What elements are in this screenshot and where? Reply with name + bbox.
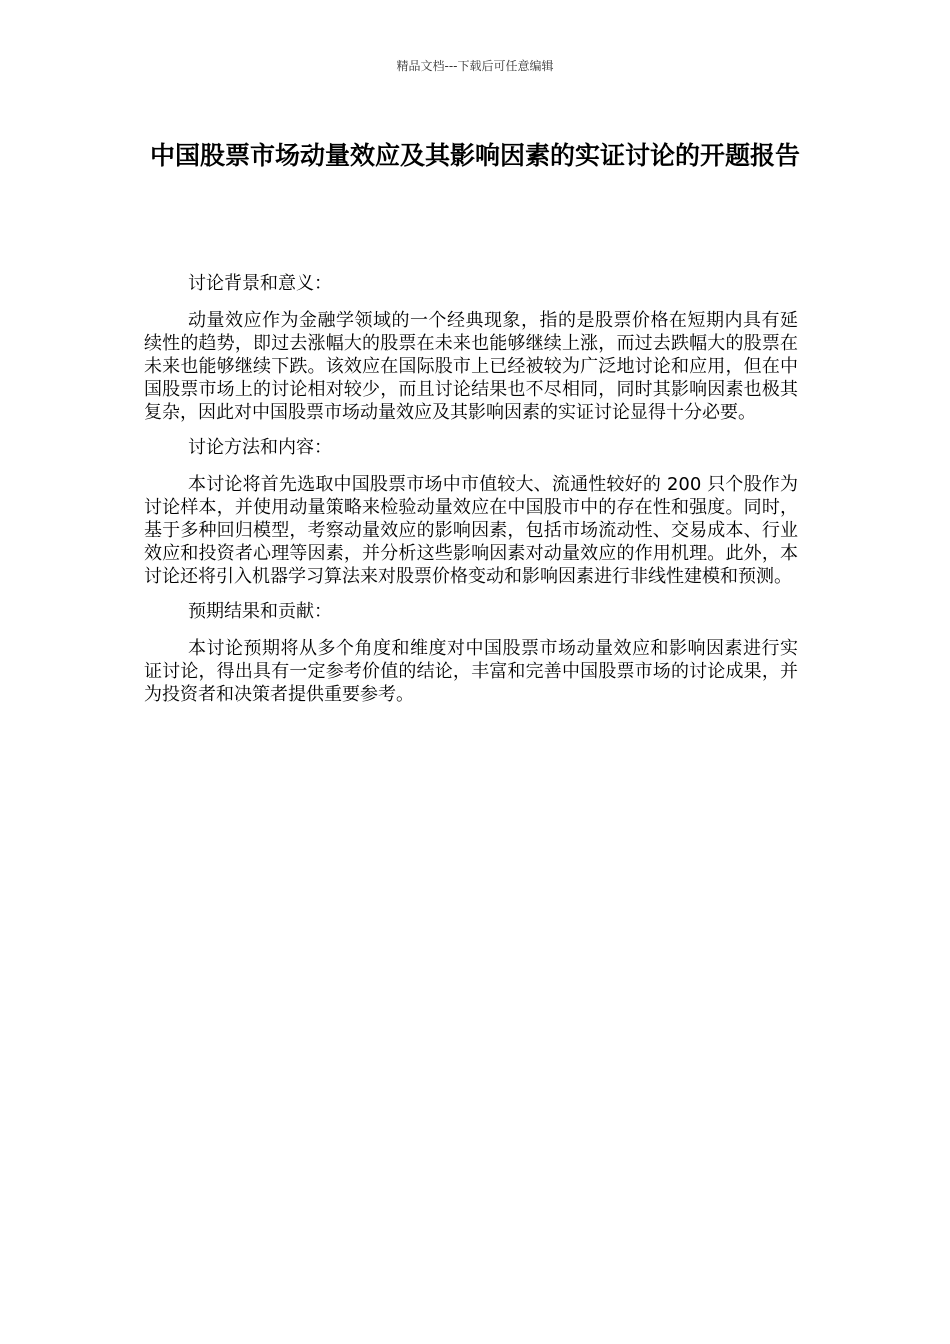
section-heading-background: 讨论背景和意义： <box>188 273 332 294</box>
section-heading-method: 讨论方法和内容： <box>188 437 332 458</box>
section-body-expected-results: 本讨论预期将从多个角度和维度对中国股票市场动量效应和影响因素进行实证讨论，得出具有一定参考价值的结论，丰富和完善中国股票市场的讨论成果，并为投资者和决策者提供重要参考。 <box>144 638 798 705</box>
document-title: 中国股票市场动量效应及其影响因素的实证讨论的开题报告 <box>149 141 800 170</box>
section-body-method: 本讨论将首先选取中国股票市场中市值较大、流通性较好的 200 只个股作为讨论样本，并使用动量策略来检验动量效应在中国股市中的存在性和强度。同时，基于多种回归模型，考察动量效应的影响因素，包括市场流动性、交易成本、行业效应和投资者心理等因素，并分析这些影响因素对动量效应的作用机理。此外，本讨论还将引入机器学习算法来对股票价格变动和影响因素进行非线性建模和预测。 <box>144 474 798 587</box>
section-heading-expected-results: 预期结果和贡献： <box>188 601 332 622</box>
document-body <box>144 272 798 718</box>
section-body-background: 动量效应作为金融学领域的一个经典现象，指的是股票价格在短期内具有延续性的趋势，即过去涨幅大的股票在未来也能够继续上涨，而过去跌幅大的股票在未来也能够继续下跌。该效应在国际股市上已经被较为广泛地讨论和应用，但在中国股票市场上的讨论相对较少，而且讨论结果也不尽相同，同时其影响因素也极其复杂，因此对中国股票市场动量效应及其影响因素的实证讨论显得十分必要。 <box>144 310 798 423</box>
page-header: 精品文档---下载后可任意编辑 <box>396 59 554 73</box>
